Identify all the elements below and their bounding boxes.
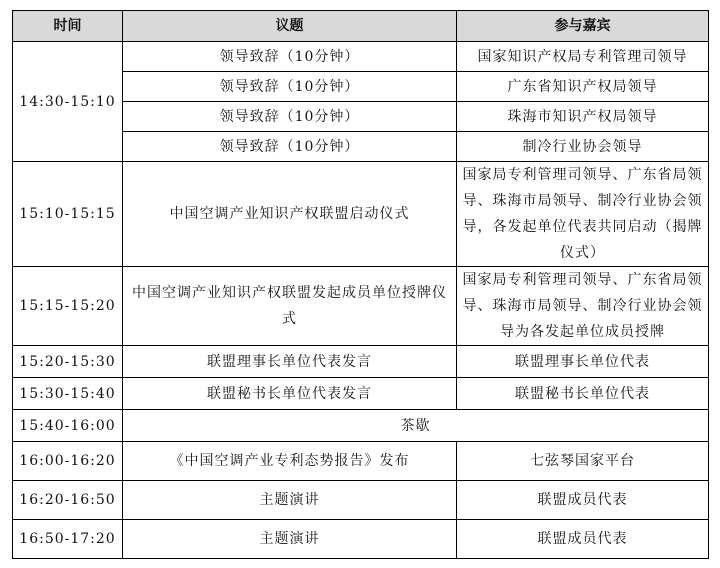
topic-cell: 领导致辞（10分钟） (123, 72, 457, 102)
guests-cell: 国家局专利管理司领导、广东省局领导、珠海市局领导、制冷行业协会领导，各发起单位代表共同启动（揭牌仪式） (457, 162, 709, 267)
guests-cell: 制冷行业协会领导 (457, 132, 709, 162)
time-cell: 15:10-15:15 (13, 162, 123, 267)
time-cell: 15:30-15:40 (13, 378, 123, 410)
topic-cell: 中国空调产业知识产权联盟启动仪式 (123, 162, 457, 267)
topic-cell: 联盟理事长单位代表发言 (123, 346, 457, 378)
table-row (13, 442, 709, 481)
table-row (13, 267, 709, 346)
guests-cell: 联盟秘书长单位代表 (457, 378, 709, 410)
table-row (13, 410, 709, 442)
time-cell: 16:50-17:20 (13, 520, 123, 559)
guests-cell: 联盟成员代表 (457, 520, 709, 559)
topic-cell: 领导致辞（10分钟） (123, 42, 457, 72)
time-cell: 15:40-16:00 (13, 410, 123, 442)
time-cell: 16:00-16:20 (13, 442, 123, 481)
topic-cell: 《中国空调产业专利态势报告》发布 (123, 442, 457, 481)
table-row (13, 378, 709, 410)
topic-cell: 中国空调产业知识产权联盟发起成员单位授牌仪式 (123, 267, 457, 346)
table-row (13, 346, 709, 378)
guests-cell: 联盟理事长单位代表 (457, 346, 709, 378)
time-cell: 16:20-16:50 (13, 481, 123, 520)
guests-cell: 广东省知识产权局领导 (457, 72, 709, 102)
agenda-table-wrapper (12, 10, 709, 559)
agenda-table (12, 10, 709, 559)
table-row (13, 481, 709, 520)
guests-cell: 国家局专利管理司领导、广东省局领导、珠海市局领导、制冷行业协会领导为各发起单位成员授牌 (457, 267, 709, 346)
guests-cell: 国家知识产权局专利管理司领导 (457, 42, 709, 72)
header-guests: 参与嘉宾 (457, 11, 709, 42)
header-time: 时间 (13, 11, 123, 42)
guests-cell: 七弦琴国家平台 (457, 442, 709, 481)
break-cell: 茶歇 (123, 410, 709, 442)
time-cell: 14:30-15:10 (13, 42, 123, 162)
table-header-row (13, 11, 709, 42)
time-cell: 15:20-15:30 (13, 346, 123, 378)
topic-cell: 领导致辞（10分钟） (123, 102, 457, 132)
table-row (13, 42, 709, 72)
time-cell: 15:15-15:20 (13, 267, 123, 346)
table-row (13, 520, 709, 559)
table-row (13, 162, 709, 267)
topic-cell: 联盟秘书长单位代表发言 (123, 378, 457, 410)
topic-cell: 主题演讲 (123, 520, 457, 559)
guests-cell: 联盟成员代表 (457, 481, 709, 520)
guests-cell: 珠海市知识产权局领导 (457, 102, 709, 132)
topic-cell: 领导致辞（10分钟） (123, 132, 457, 162)
topic-cell: 主题演讲 (123, 481, 457, 520)
header-topic: 议题 (123, 11, 457, 42)
